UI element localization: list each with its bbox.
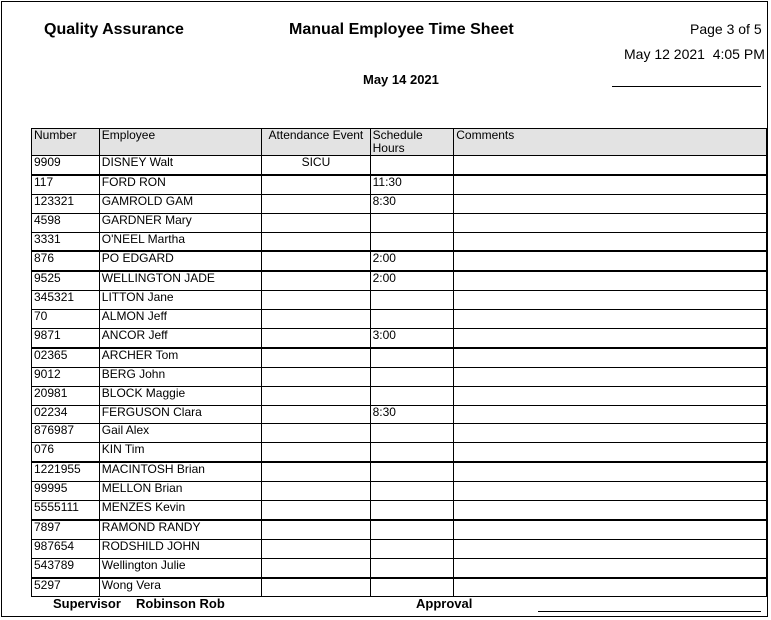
cell-number: 5555111 — [32, 501, 100, 520]
cell-schedule-hours — [370, 156, 454, 175]
cell-schedule-hours — [370, 424, 454, 443]
cell-schedule-hours — [370, 462, 454, 481]
cell-attendance-event — [262, 310, 370, 329]
cell-employee: RAMOND RANDY — [99, 520, 261, 539]
cell-number: 9012 — [32, 367, 100, 386]
table-row — [32, 443, 767, 462]
cell-number: 876 — [32, 251, 100, 271]
cell-number: 7897 — [32, 520, 100, 539]
cell-comments — [454, 424, 767, 443]
cell-schedule-hours — [370, 520, 454, 539]
cell-attendance-event — [262, 251, 370, 271]
cell-schedule-hours: 2:00 — [370, 271, 454, 290]
cell-employee: MACINTOSH Brian — [99, 462, 261, 481]
cell-employee: LITTON Jane — [99, 291, 261, 310]
cell-schedule-hours — [370, 558, 454, 577]
table-row — [32, 291, 767, 310]
column-header-comments: Comments — [454, 129, 767, 156]
cell-employee: WELLINGTON JADE — [99, 271, 261, 290]
cell-number: 4598 — [32, 213, 100, 232]
cell-attendance-event — [262, 482, 370, 501]
cell-attendance-event — [262, 194, 370, 213]
printed-timestamp: May 12 2021 4:05 PM — [624, 46, 765, 62]
cell-attendance-event — [262, 213, 370, 232]
cell-attendance-event — [262, 539, 370, 558]
cell-attendance-event — [262, 175, 370, 194]
cell-comments — [454, 232, 767, 251]
cell-schedule-hours — [370, 501, 454, 520]
cell-schedule-hours — [370, 348, 454, 367]
cell-attendance-event — [262, 271, 370, 290]
cell-schedule-hours — [370, 386, 454, 405]
column-header-employee: Employee — [99, 129, 261, 156]
cell-employee: MELLON Brian — [99, 482, 261, 501]
cell-employee: KIN Tim — [99, 443, 261, 462]
cell-number: 117 — [32, 175, 100, 194]
table-row — [32, 310, 767, 329]
cell-employee: O'NEEL Martha — [99, 232, 261, 251]
cell-employee: BERG John — [99, 367, 261, 386]
table-body — [32, 156, 767, 597]
column-header-attendance-event: Attendance Event — [262, 129, 370, 156]
table-row — [32, 367, 767, 386]
cell-number: 02234 — [32, 405, 100, 424]
table-row — [32, 539, 767, 558]
cell-comments — [454, 291, 767, 310]
table-header-row — [32, 129, 767, 156]
cell-schedule-hours — [370, 443, 454, 462]
cell-comments — [454, 213, 767, 232]
cell-comments — [454, 194, 767, 213]
cell-number: 123321 — [32, 194, 100, 213]
cell-attendance-event — [262, 405, 370, 424]
cell-schedule-hours: 8:30 — [370, 194, 454, 213]
table-row — [32, 386, 767, 405]
cell-employee: ARCHER Tom — [99, 348, 261, 367]
cell-employee: PO EDGARD — [99, 251, 261, 271]
table-row — [32, 251, 767, 271]
table-row — [32, 520, 767, 539]
cell-comments — [454, 367, 767, 386]
cell-schedule-hours: 3:00 — [370, 329, 454, 348]
table-row — [32, 271, 767, 290]
cell-comments — [454, 405, 767, 424]
cell-comments — [454, 539, 767, 558]
page-number: Page 3 of 5 — [690, 21, 762, 37]
cell-comments — [454, 558, 767, 577]
cell-schedule-hours — [370, 482, 454, 501]
supervisor-label: Supervisor — [53, 596, 121, 611]
department-name: Quality Assurance — [44, 21, 184, 38]
sheet-date: May 14 2021 — [363, 72, 439, 87]
timesheet-page — [1, 1, 768, 617]
cell-attendance-event — [262, 443, 370, 462]
cell-comments — [454, 310, 767, 329]
cell-employee: DISNEY Walt — [99, 156, 261, 175]
cell-comments — [454, 156, 767, 175]
cell-schedule-hours — [370, 578, 454, 597]
cell-employee: FORD RON — [99, 175, 261, 194]
table-row — [32, 482, 767, 501]
cell-comments — [454, 462, 767, 481]
cell-employee: Wellington Julie — [99, 558, 261, 577]
cell-schedule-hours — [370, 310, 454, 329]
cell-comments — [454, 501, 767, 520]
cell-employee: BLOCK Maggie — [99, 386, 261, 405]
cell-attendance-event: SICU — [262, 156, 370, 175]
cell-attendance-event — [262, 501, 370, 520]
cell-number: 076 — [32, 443, 100, 462]
cell-attendance-event — [262, 329, 370, 348]
cell-number: 543789 — [32, 558, 100, 577]
column-header-schedule-hours: Schedule Hours — [370, 129, 454, 156]
table-row — [32, 232, 767, 251]
cell-attendance-event — [262, 291, 370, 310]
cell-attendance-event — [262, 367, 370, 386]
column-header-number: Number — [32, 129, 100, 156]
cell-number: 3331 — [32, 232, 100, 251]
header-signature-line — [612, 86, 761, 87]
cell-employee: Wong Vera — [99, 578, 261, 597]
approval-label: Approval — [416, 596, 473, 611]
cell-attendance-event — [262, 558, 370, 577]
cell-number: 20981 — [32, 386, 100, 405]
cell-comments — [454, 251, 767, 271]
cell-attendance-event — [262, 462, 370, 481]
cell-schedule-hours: 11:30 — [370, 175, 454, 194]
cell-number: 9525 — [32, 271, 100, 290]
cell-number: 5297 — [32, 578, 100, 597]
cell-schedule-hours — [370, 291, 454, 310]
cell-attendance-event — [262, 232, 370, 251]
cell-schedule-hours — [370, 539, 454, 558]
cell-number: 99995 — [32, 482, 100, 501]
cell-employee: MENZES Kevin — [99, 501, 261, 520]
cell-number: 9871 — [32, 329, 100, 348]
cell-attendance-event — [262, 424, 370, 443]
supervisor-name: Robinson Rob — [136, 596, 225, 611]
cell-comments — [454, 175, 767, 194]
cell-comments — [454, 443, 767, 462]
table-row — [32, 558, 767, 577]
cell-number: 345321 — [32, 291, 100, 310]
cell-number: 02365 — [32, 348, 100, 367]
table-row — [32, 329, 767, 348]
cell-comments — [454, 520, 767, 539]
cell-attendance-event — [262, 348, 370, 367]
table-row — [32, 578, 767, 597]
cell-schedule-hours: 8:30 — [370, 405, 454, 424]
cell-employee: ALMON Jeff — [99, 310, 261, 329]
cell-schedule-hours — [370, 232, 454, 251]
cell-comments — [454, 348, 767, 367]
cell-schedule-hours: 2:00 — [370, 251, 454, 271]
cell-employee: Gail Alex — [99, 424, 261, 443]
cell-employee: GARDNER Mary — [99, 213, 261, 232]
cell-employee: GAMROLD GAM — [99, 194, 261, 213]
cell-employee: RODSHILD JOHN — [99, 539, 261, 558]
cell-comments — [454, 578, 767, 597]
cell-number: 9909 — [32, 156, 100, 175]
cell-comments — [454, 329, 767, 348]
table-row — [32, 194, 767, 213]
cell-number: 1221955 — [32, 462, 100, 481]
cell-number: 876987 — [32, 424, 100, 443]
cell-employee: ANCOR Jeff — [99, 329, 261, 348]
timesheet-table — [31, 128, 767, 597]
cell-attendance-event — [262, 578, 370, 597]
cell-attendance-event — [262, 386, 370, 405]
cell-comments — [454, 482, 767, 501]
cell-attendance-event — [262, 520, 370, 539]
table-row — [32, 501, 767, 520]
cell-number: 987654 — [32, 539, 100, 558]
report-title: Manual Employee Time Sheet — [289, 21, 514, 38]
table-row — [32, 424, 767, 443]
table-row — [32, 213, 767, 232]
cell-employee: FERGUSON Clara — [99, 405, 261, 424]
cell-number: 70 — [32, 310, 100, 329]
approval-signature-line — [538, 611, 761, 612]
table-row — [32, 175, 767, 194]
cell-comments — [454, 386, 767, 405]
cell-comments — [454, 271, 767, 290]
table-row — [32, 348, 767, 367]
cell-schedule-hours — [370, 213, 454, 232]
table-row — [32, 462, 767, 481]
table-row — [32, 405, 767, 424]
cell-schedule-hours — [370, 367, 454, 386]
table-row — [32, 156, 767, 175]
